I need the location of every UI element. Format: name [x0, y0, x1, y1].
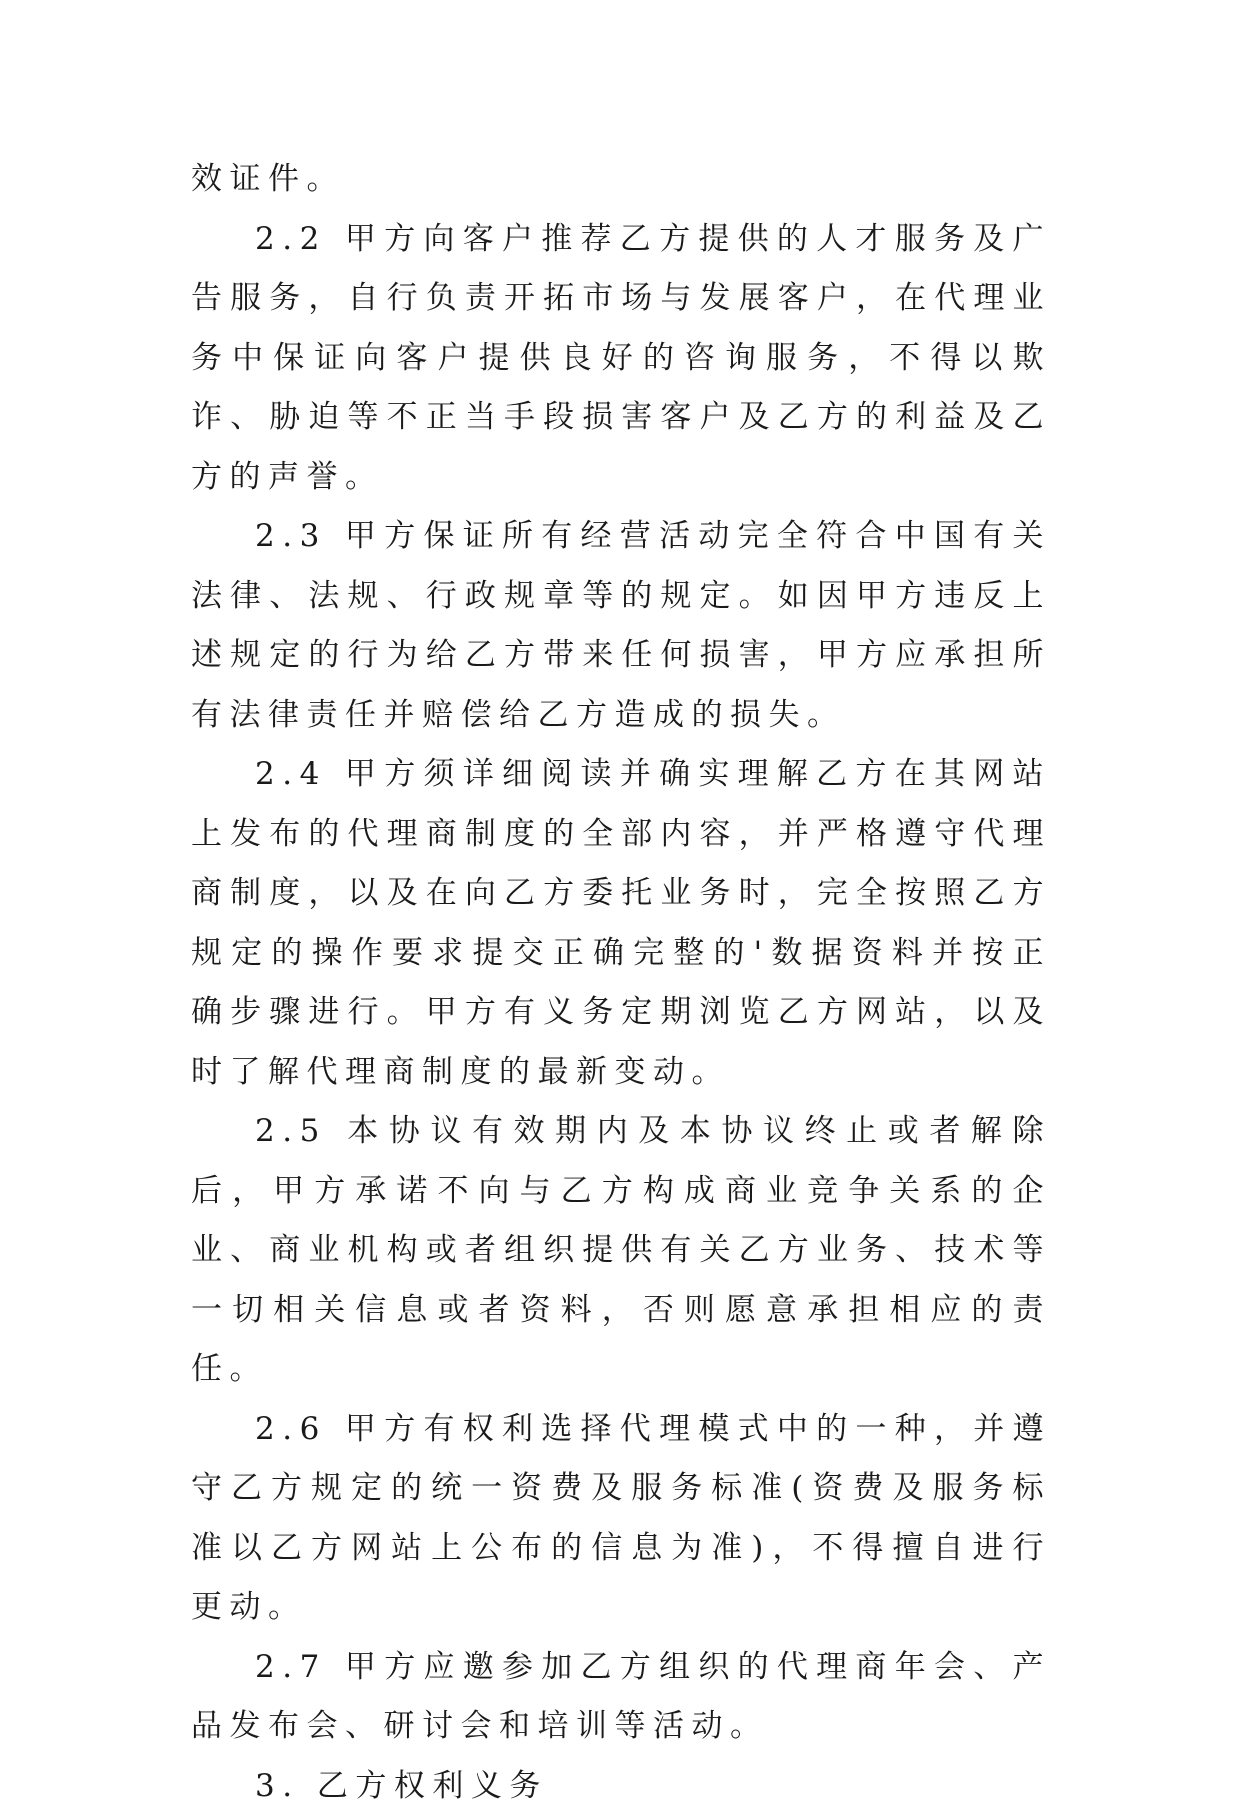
clause-2-3: 2.3 甲方保证所有经营活动完全符合中国有关法律、法规、行政规章等的规定。如因甲方违反上述规定的行为给乙方带来任何损害，甲方应承担所有法律责任并赔偿给乙方造成的损失。: [191, 507, 1051, 745]
clause-2-5: 2.5 本协议有效期内及本协议终止或者解除后，甲方承诺不向与乙方构成商业竞争关系的企业、商业机构或者组织提供有关乙方业务、技术等一切相关信息或者资料，否则愿意承担相应的责任。: [191, 1102, 1051, 1400]
clause-2-6: 2.6 甲方有权利选择代理模式中的一种，并遵守乙方规定的统一资费及服务标准(资费及服务标准以乙方网站上公布的信息为准)，不得擅自进行更动。: [191, 1400, 1051, 1638]
clause-2-2: 2.2 甲方向客户推荐乙方提供的人才服务及广告服务，自行负责开拓市场与发展客户，在代理业务中保证向客户提供良好的咨询服务，不得以欺诈、胁迫等不正当手段损害客户及乙方的利益及乙方的声誉。: [191, 210, 1051, 508]
clause-2-4: 2.4 甲方须详细阅读并确实理解乙方在其网站上发布的代理商制度的全部内容，并严格遵守代理商制度，以及在向乙方委托业务时，完全按照乙方规定的操作要求提交正确完整的'数据资料并按正确步骤进行。甲方有义务定期浏览乙方网站，以及时了解代理商制度的最新变动。: [191, 745, 1051, 1102]
clause-2-7: 2.7 甲方应邀参加乙方组织的代理商年会、产品发布会、研讨会和培训等活动。: [191, 1638, 1051, 1757]
section-heading-3: 3. 乙方权利义务: [191, 1757, 1051, 1816]
paragraph-continuation: 效证件。: [191, 150, 1051, 210]
document-body: [191, 150, 1051, 1816]
